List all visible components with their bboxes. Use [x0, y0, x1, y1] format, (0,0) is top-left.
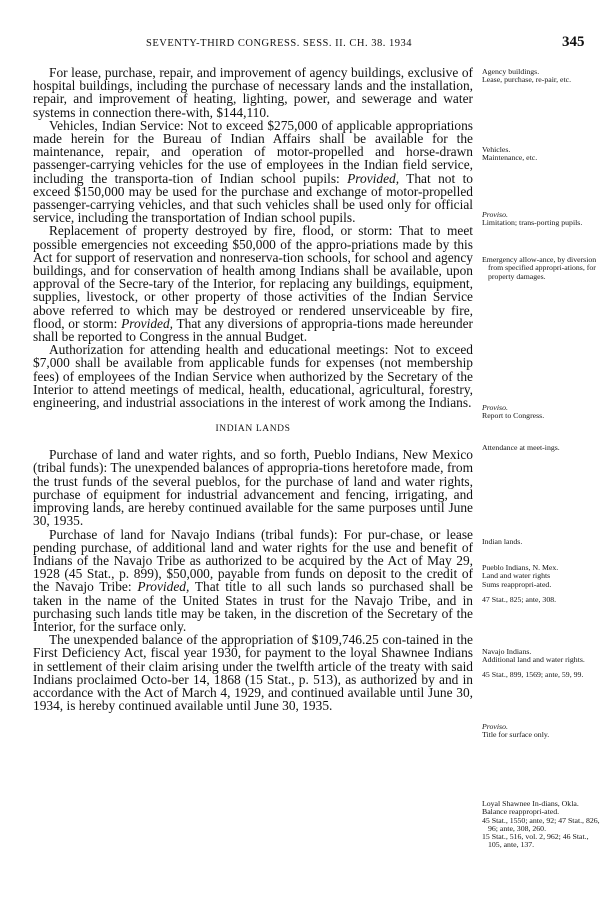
- margin-note-text: Lease, purchase, re-pair, etc.: [482, 75, 572, 85]
- margin-note-proviso: Proviso.: [482, 210, 508, 219]
- proviso-italic: Provided,: [121, 315, 173, 331]
- margin-note-title: Navajo Indians.: [482, 647, 532, 656]
- margin-note-meetings: [482, 444, 600, 452]
- margin-note-text: Sums reappropri-ated.: [482, 579, 552, 589]
- paragraph-agency-buildings: For lease, purchase, repair, and improvement of agency buildings, exclusive of hospital buildings, including the purchase of necessary lands and the installation, repair, and improvement of heating, lighting, power, and sewerage and water systems in connection there-with, $144,110.: [33, 65, 473, 120]
- margin-note-title: Agency buildings.: [482, 67, 540, 76]
- margin-note-text: Maintenance, etc.: [482, 153, 538, 163]
- margin-note-proviso-limitation: [482, 211, 600, 228]
- paragraph-text: Replacement of property destroyed by fire, flood, or storm: That to meet possible emergencies not exceeding $50,000 of the appro-priations made by this Act for support of reservation and nonreserva-tion schools, for school and agency buildings, and for conservation of health among Indians shall be available, upon approval of the Secre-tary of the Interior, for replacing any buildings, equipment, supplies, livestock, or other property of those activities of the Indian Service above referred to which may be destroyed or rendered unserviceable by fire, flood, or storm:: [33, 223, 473, 331]
- margin-note-citation: 15 Stat., 516, vol. 2, 962; 46 Stat., 105, ante, 137.: [482, 832, 589, 850]
- margin-note-title: Indian lands.: [482, 537, 523, 546]
- section-heading: INDIAN LANDS: [215, 424, 291, 435]
- margin-note-text: Attendance at meet-ings.: [482, 443, 560, 452]
- margin-note-text: Balance reappropri-ated.: [482, 807, 560, 817]
- page-number: 345: [562, 34, 585, 50]
- margin-note-title: Vehicles.: [482, 145, 511, 154]
- margin-note-proviso-report: [482, 404, 600, 421]
- margin-note-text: Emergency allow-ance, by diversion from specified appropri-ations, for property damages.: [482, 255, 597, 281]
- margin-note-citation: 45 Stat., 899, 1569; ante, 59, 99.: [482, 669, 584, 679]
- margin-note-text: Additional land and water rights.: [482, 655, 585, 665]
- paragraph-meetings: Authorization for attending health and educational meetings: Not to exceed $7,000 shall be available from applicable funds for expenses (not membership fees) of employees of the Indian Service when authorized by the Secretary of the Interior to attend meetings of medical, health, educational, agricultural, forestry, engineering, and industrial associations in the interest of work among the Indians.: [33, 342, 473, 411]
- paragraph-replacement-property: [33, 224, 473, 343]
- paragraph-pueblo: Purchase of land and water rights, and so forth, Pueblo Indians, New Mexico (tribal funds): The unexpended balances of appropria-tions heretofore made, from the trust funds of the several pueblos, for the purchase of land and water rights, purchase of equipment for industrial advancement and fencing, irrigating, and improving lands, are hereby continued available for the same purposes until June 30, 1935.: [33, 447, 473, 529]
- paragraph-text: That not to exceed $150,000 may be used for the purchase and exchange of motor-propelled passenger-carrying vehicles, and that such vehicles shall be used only for official service, including the transportation of Indian school pupils.: [33, 170, 473, 226]
- paragraph-text: That title to all such lands so purchased shall be taken in the name of the United States in trust for the Navajo Tribe, and in purchasing such lands title may be taken, in the discretion of the Secretary of the Interior, for the surface only.: [33, 579, 474, 634]
- proviso-italic: Provided,: [347, 170, 400, 186]
- margin-note-text: Report to Congress.: [482, 411, 545, 421]
- paragraph-text: That any diversions of appropria-tions made hereunder shall be reported to Congress in the annual Budget.: [33, 315, 473, 345]
- paragraph-vehicles: [33, 119, 473, 225]
- margin-note-title: Loyal Shawnee In-dians, Okla.: [482, 799, 579, 808]
- margin-note-proviso-surface: [482, 723, 600, 740]
- paragraph-text: Vehicles, Indian Service: Not to exceed $275,000 of applicable appropriations made herein for the Bureau of Indian Affairs shall be available for the maintenance, repair, and operation of motor-propelled and horse-drawn passenger-carrying vehicles for the use of employees in the Indian field service, including the transporta-tion of Indian school pupils:: [33, 117, 473, 186]
- paragraph-navajo: [33, 528, 473, 634]
- margin-note-shawnee: [482, 800, 600, 850]
- margin-note-agency: [482, 68, 600, 85]
- margin-note-vehicles: [482, 146, 600, 163]
- margin-note-text: Land and water rights: [482, 571, 551, 581]
- margin-note-citation: 45 Stat., 1550; ante, 92; 47 Stat., 826, 96; ante, 308, 260.: [482, 815, 600, 833]
- margin-note-navajo: [482, 648, 600, 679]
- running-head: SEVENTY-THIRD CONGRESS. SESS. II. CH. 38. 1934: [146, 38, 412, 49]
- paragraph-text: Purchase of land for Navajo Indians (tribal funds): For pur-chase, or lease pending purchase, of additional land and water rights for the use and benefit of Indians of the Navajo Tribe as authorized to be acquired by the Act of May 29, 1928 (45 Stat., p. 899), $50,000, payable from funds on deposit to the credit of the Navajo Tribe:: [33, 526, 473, 595]
- margin-note-citation: 47 Stat., 825; ante, 308.: [482, 594, 557, 604]
- running-header: [0, 34, 616, 54]
- margin-note-proviso: Proviso.: [482, 403, 508, 412]
- margin-note-title: Pueblo Indians, N. Mex.: [482, 563, 559, 572]
- margin-note-emergency: [482, 256, 600, 281]
- margin-note-text: Title for surface only.: [482, 730, 550, 740]
- main-text-column: [33, 66, 473, 712]
- paragraph-shawnee: The unexpended balance of the appropriation of $109,746.25 con-tained in the First Deficiency Act, fiscal year 1930, for payment to the loyal Shawnee Indians in settlement of their claim arising under the twelfth article of the treaty with said Indians proclaimed Octo-ber 14, 1868 (15 Stat., p. 513), as authorized by and in accordance with the Act of March 4, 1929, and continued available until June 30, 1934, is hereby continued available until June 30, 1935.: [33, 632, 473, 714]
- margin-note-text: Limitation; trans-porting pupils.: [482, 218, 583, 228]
- margin-note-pueblo: [482, 564, 600, 604]
- proviso-italic: Provided,: [137, 579, 190, 595]
- margin-note-indian-lands: [482, 538, 600, 546]
- margin-note-proviso: Proviso.: [482, 722, 508, 731]
